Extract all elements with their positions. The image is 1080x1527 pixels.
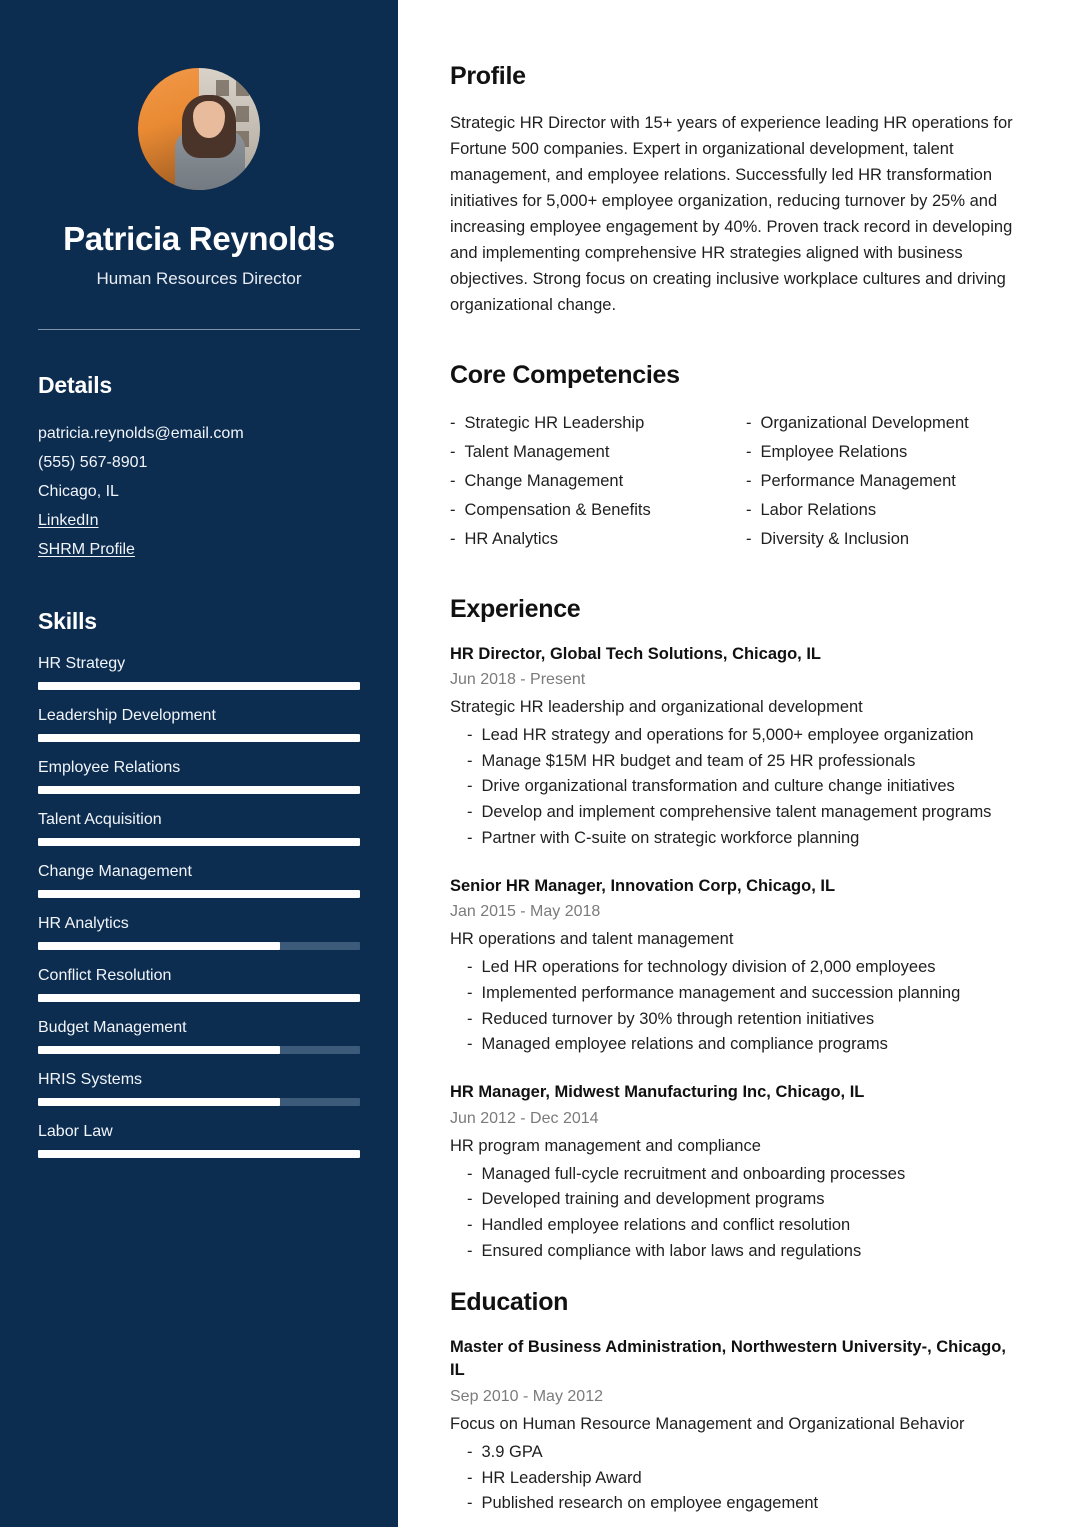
entry-date-range: Sep 2010 - May 2012	[450, 1388, 603, 1406]
entry-title: Senior HR Manager, Innovation Corp, Chicago, IL	[450, 876, 836, 895]
experience-entry	[450, 875, 1024, 1058]
competency-label: HR Analytics	[464, 530, 559, 549]
competency-label: Strategic HR Leadership	[464, 413, 645, 432]
dash-bullet-icon: -	[746, 530, 752, 549]
skill-level-fill	[38, 890, 360, 898]
dash-bullet-icon: -	[467, 1494, 473, 1513]
competency-item	[746, 409, 1024, 438]
education-heading: Education	[450, 1287, 569, 1316]
detail-link[interactable]: SHRM Profile	[38, 541, 135, 559]
skills-heading: Skills	[38, 608, 97, 635]
bullet-text: Led HR operations for technology division of 2,000 employees	[481, 958, 936, 977]
bullet-text: Drive organizational transformation and culture change initiatives	[481, 777, 955, 796]
list-item	[450, 1007, 1024, 1033]
dash-bullet-icon: -	[467, 803, 473, 822]
bullet-text: Ensured compliance with labor laws and regulations	[481, 1241, 862, 1260]
bullet-text: Lead HR strategy and operations for 5,000+ employee organization	[481, 726, 974, 745]
detail-link[interactable]: LinkedIn	[38, 512, 99, 530]
competencies-section	[450, 361, 1024, 555]
experience-section	[450, 595, 1024, 1265]
skill-level-fill	[38, 994, 360, 1002]
dash-bullet-icon: -	[746, 413, 752, 432]
profile-text: Strategic HR Director with 15+ years of experience leading HR operations for Fortune 500 companies. Expert in organizational development, talent management, and employee relations. Successfully led HR transformation initiatives for 5,000+ employee organization, reducing turnover by 25% and increasing employee engagement by 40%. Proven track record in developing and implementing comprehensive HR strategies aligned with business objectives. Strong focus on creating inclusive workplace cultures and driving organizational change.	[450, 114, 1013, 315]
competencies-grid	[450, 409, 1024, 555]
bullet-text: Reduced turnover by 30% through retention initiatives	[481, 1009, 875, 1028]
entry-summary: HR program management and compliance	[450, 1136, 761, 1155]
dash-bullet-icon: -	[450, 501, 456, 520]
competency-item	[450, 438, 728, 467]
skill-level-bar	[38, 838, 360, 846]
skill-level-bar	[38, 682, 360, 690]
skill-label: Leadership Development	[38, 707, 216, 725]
experience-heading: Experience	[450, 594, 581, 623]
entry-title: HR Director, Global Tech Solutions, Chicago, IL	[450, 644, 821, 663]
details-list	[38, 419, 360, 565]
page-title: Patricia Reynolds	[63, 220, 335, 257]
entry-summary: Focus on Human Resource Management and Organizational Behavior	[450, 1415, 965, 1434]
dash-bullet-icon: -	[467, 1035, 473, 1054]
entry-date-range: Jun 2012 - Dec 2014	[450, 1109, 599, 1127]
list-item	[450, 1440, 1024, 1466]
window-shape	[236, 80, 249, 96]
dash-bullet-icon: -	[746, 501, 752, 520]
skill-label: Conflict Resolution	[38, 967, 172, 985]
skill-label: Talent Acquisition	[38, 811, 162, 829]
skill-label: Labor Law	[38, 1123, 113, 1141]
dash-bullet-icon: -	[467, 1164, 473, 1183]
bullet-text: Manage $15M HR budget and team of 25 HR professionals	[481, 751, 916, 770]
job-role-subtitle: Human Resources Director	[96, 268, 302, 288]
list-item	[450, 1239, 1024, 1265]
competency-label: Employee Relations	[760, 442, 908, 461]
competency-item	[450, 525, 728, 554]
person-face-shape	[193, 101, 225, 138]
skill-level-bar	[38, 734, 360, 742]
bullet-text: Develop and implement comprehensive talent management programs	[481, 803, 992, 822]
bullet-text: Implemented performance management and succession planning	[481, 983, 961, 1002]
competency-item	[746, 467, 1024, 496]
skill-level-bar	[38, 994, 360, 1002]
skill-item	[38, 811, 360, 846]
experience-entry	[450, 1336, 1024, 1517]
window-shape	[216, 80, 229, 96]
skill-level-fill	[38, 786, 360, 794]
list-item	[450, 826, 1024, 852]
detail-item: patricia.reynolds@email.com	[38, 424, 244, 442]
skill-level-bar	[38, 890, 360, 898]
competency-label: Change Management	[464, 471, 624, 490]
skill-level-fill	[38, 1046, 280, 1054]
skill-label: HRIS Systems	[38, 1071, 143, 1089]
skill-level-fill	[38, 942, 280, 950]
competencies-heading: Core Competencies	[450, 360, 680, 389]
dash-bullet-icon: -	[450, 413, 456, 432]
competency-item	[746, 496, 1024, 525]
skill-label: Employee Relations	[38, 759, 181, 777]
skill-level-bar	[38, 942, 360, 950]
list-item	[450, 749, 1024, 775]
dash-bullet-icon: -	[450, 442, 456, 461]
sidebar	[0, 0, 398, 1527]
skill-label: HR Analytics	[38, 915, 129, 933]
profile-section	[450, 62, 1024, 319]
skill-item	[38, 759, 360, 794]
list-item	[450, 1213, 1024, 1239]
dash-bullet-icon: -	[467, 958, 473, 977]
skill-item	[38, 967, 360, 1002]
skill-level-bar	[38, 1046, 360, 1054]
main-content	[398, 0, 1080, 1527]
entry-summary: HR operations and talent management	[450, 930, 734, 949]
dash-bullet-icon: -	[746, 442, 752, 461]
entry-bullet-list	[450, 955, 1024, 1058]
details-heading: Details	[38, 371, 113, 398]
list-item	[450, 981, 1024, 1007]
entry-date-range: Jun 2018 - Present	[450, 671, 586, 689]
dash-bullet-icon: -	[467, 1190, 473, 1209]
entry-bullet-list	[450, 1440, 1024, 1517]
bullet-text: Managed employee relations and compliance programs	[481, 1035, 888, 1054]
dash-bullet-icon: -	[746, 471, 752, 490]
list-item	[450, 1491, 1024, 1517]
list-item	[450, 1187, 1024, 1213]
dash-bullet-icon: -	[450, 530, 456, 549]
list-item	[450, 774, 1024, 800]
bullet-text: Developed training and development programs	[481, 1190, 825, 1209]
bullet-text: 3.9 GPA	[481, 1442, 543, 1461]
bullet-text: Partner with C-suite on strategic workforce planning	[481, 828, 860, 847]
experience-list	[450, 643, 1024, 1265]
entry-title: HR Manager, Midwest Manufacturing Inc, Chicago, IL	[450, 1083, 865, 1102]
competency-label: Talent Management	[464, 442, 610, 461]
dash-bullet-icon: -	[467, 1442, 473, 1461]
skill-label: Change Management	[38, 863, 192, 881]
dash-bullet-icon: -	[467, 1009, 473, 1028]
entry-title: Master of Business Administration, Northwestern University-, Chicago, IL	[450, 1337, 1006, 1380]
skill-level-fill	[38, 1098, 280, 1106]
skill-item	[38, 707, 360, 742]
skill-item	[38, 1019, 360, 1054]
detail-item: (555) 567-8901	[38, 454, 148, 472]
dash-bullet-icon: -	[450, 471, 456, 490]
list-item	[450, 1466, 1024, 1492]
skill-level-fill	[38, 682, 360, 690]
skills-list	[38, 655, 360, 1158]
experience-entry	[450, 1081, 1024, 1264]
skill-level-bar	[38, 786, 360, 794]
avatar	[138, 68, 260, 190]
window-shape	[236, 106, 249, 122]
sidebar-divider	[38, 329, 360, 330]
education-list	[450, 1336, 1024, 1517]
competency-item	[746, 525, 1024, 554]
profile-heading: Profile	[450, 62, 526, 90]
entry-date-range: Jan 2015 - May 2018	[450, 903, 601, 921]
experience-entry	[450, 643, 1024, 852]
skill-level-bar	[38, 1150, 360, 1158]
list-item	[450, 955, 1024, 981]
bullet-text: Managed full-cycle recruitment and onboarding processes	[481, 1164, 906, 1183]
bullet-text: HR Leadership Award	[481, 1468, 642, 1487]
competency-item	[746, 438, 1024, 467]
skill-level-fill	[38, 1150, 360, 1158]
avatar-container	[38, 68, 360, 190]
dash-bullet-icon: -	[467, 983, 473, 1002]
skill-level-fill	[38, 734, 360, 742]
skill-level-fill	[38, 838, 360, 846]
entry-bullet-list	[450, 723, 1024, 852]
skill-item	[38, 655, 360, 690]
competency-item	[450, 496, 728, 525]
list-item	[450, 1032, 1024, 1058]
detail-item: Chicago, IL	[38, 483, 119, 501]
competency-label: Compensation & Benefits	[464, 501, 651, 520]
skill-level-bar	[38, 1098, 360, 1106]
entry-summary: Strategic HR leadership and organizational development	[450, 698, 863, 717]
dash-bullet-icon: -	[467, 726, 473, 745]
skill-item	[38, 1071, 360, 1106]
competency-item	[450, 409, 728, 438]
dash-bullet-icon: -	[467, 1241, 473, 1260]
bullet-text: Handled employee relations and conflict resolution	[481, 1216, 851, 1235]
dash-bullet-icon: -	[467, 1468, 473, 1487]
competency-label: Organizational Development	[760, 413, 969, 432]
dash-bullet-icon: -	[467, 777, 473, 796]
list-item	[450, 723, 1024, 749]
skill-item	[38, 915, 360, 950]
competency-label: Labor Relations	[760, 501, 877, 520]
skill-item	[38, 863, 360, 898]
skill-label: HR Strategy	[38, 655, 126, 673]
competency-item	[450, 467, 728, 496]
dash-bullet-icon: -	[467, 751, 473, 770]
dash-bullet-icon: -	[467, 1216, 473, 1235]
entry-bullet-list	[450, 1162, 1024, 1265]
skill-item	[38, 1123, 360, 1158]
competency-label: Performance Management	[760, 471, 956, 490]
competency-label: Diversity & Inclusion	[760, 530, 910, 549]
list-item	[450, 800, 1024, 826]
education-section	[450, 1288, 1024, 1517]
dash-bullet-icon: -	[467, 828, 473, 847]
list-item	[450, 1162, 1024, 1188]
bullet-text: Published research on employee engagement	[481, 1494, 819, 1513]
skill-label: Budget Management	[38, 1019, 187, 1037]
